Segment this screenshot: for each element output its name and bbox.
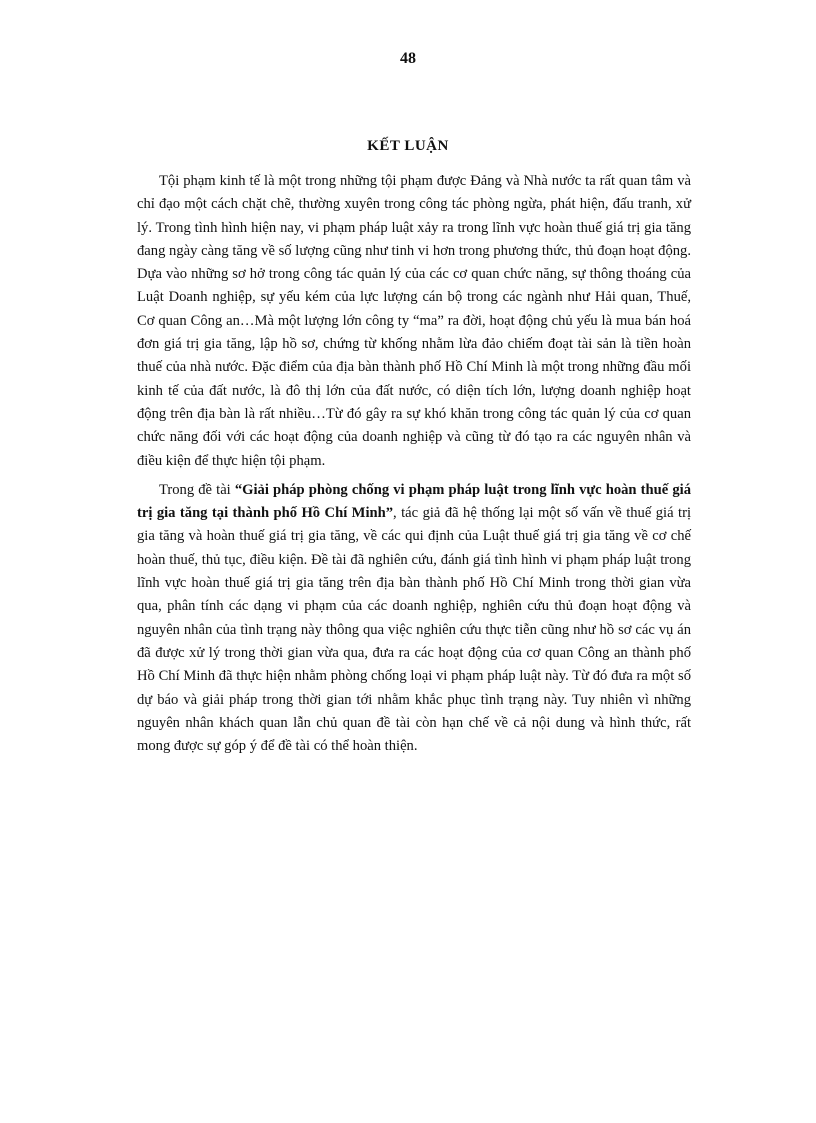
paragraph-2 [137, 479, 691, 759]
paragraph-1: Tội phạm kinh tế là một trong những tội phạm được Đảng và Nhà nước ta rất quan tâm và chỉ đạo một cách chặt chẽ, thường xuyên trong công tác phòng ngừa, phát hiện, đấu tranh, xử lý. Trong tình hình hiện nay, vi phạm pháp luật xảy ra trong lĩnh vực hoàn thuế giá trị gia tăng đang ngày càng tăng về số lượng cũng như tinh vi hơn trong phương thức, thủ đoạn hoạt động. Dựa vào những sơ hở trong công tác quản lý của các cơ quan chức năng, sự thông thoáng của Luật Doanh nghiệp, sự yếu kém của lực lượng cán bộ trong các ngành như Hải quan, Thuế, Cơ quan Công an…Mà một lượng lớn công ty “ma” ra đời, hoạt động chủ yếu là mua bán hoá đơn giá trị gia tăng, lập hồ sơ, chứng từ khống nhằm lừa đảo chiếm đoạt tài sản là tiền hoàn thuế của nhà nước. Đặc điểm của địa bàn thành phố Hồ Chí Minh là một trong những đầu mối kinh tế của đất nước, là đô thị lớn của đất nước, có diện tích lớn, lượng doanh nghiệp hoạt động trên địa bàn là rất nhiều…Từ đó gây ra sự khó khăn trong công tác quản lý của cơ quan chức năng đối với các hoạt động của doanh nghiệp và cũng từ đó tạo ra các nguyên nhân và điều kiện để thực hiện tội phạm. [137, 173, 691, 469]
paragraph-2-lead: Trong đề tài [159, 481, 235, 498]
page-number: 48 [400, 50, 416, 67]
section-heading: KẾT LUẬN [367, 138, 449, 154]
thesis-title: “Giải pháp phòng chống vi phạm pháp luật trong lĩnh vực hoàn thuế giá trị gia tăng tại thành phố Hồ Chí Minh” [137, 481, 691, 522]
paragraph-2-rest: , tác giả đã hệ thống lại một số vấn về thuế giá trị gia tăng và hoàn thuế giá trị gia tăng, về các qui định của Luật thuế giá trị gia tăng về cơ chế hoàn thuế, thủ tục, điều kiện. Đề tài đã nghiên cứu, đánh giá tình hình vi phạm pháp luật trong lĩnh vực hoàn thuế giá trị gia tăng trên địa bàn thành phố Hồ Chí Minh trong thời gian vừa qua, phân tính các dạng vi phạm của các doanh nghiệp, nghiên cứu thủ đoạn hoạt động và nguyên nhân của tình trạng này thông qua việc nghiên cứu thực tiễn cũng như hồ sơ các vụ án đã được xử lý trong thời gian vừa qua, đưa ra các hoạt động của cơ quan Công an thành phố Hồ Chí Minh đã thực hiện nhằm phòng chống loại vi phạm pháp luật này. Từ đó đưa ra một số dự báo và giải pháp trong thời gian tới nhằm khắc phục tình trạng này. Tuy nhiên vì những nguyên nhân khách quan lẫn chủ quan đề tài còn hạn chế về cả nội dung và hình thức, rất mong được sự góp ý để đề tài có thể hoàn thiện. [137, 505, 691, 755]
document-body [137, 170, 691, 758]
